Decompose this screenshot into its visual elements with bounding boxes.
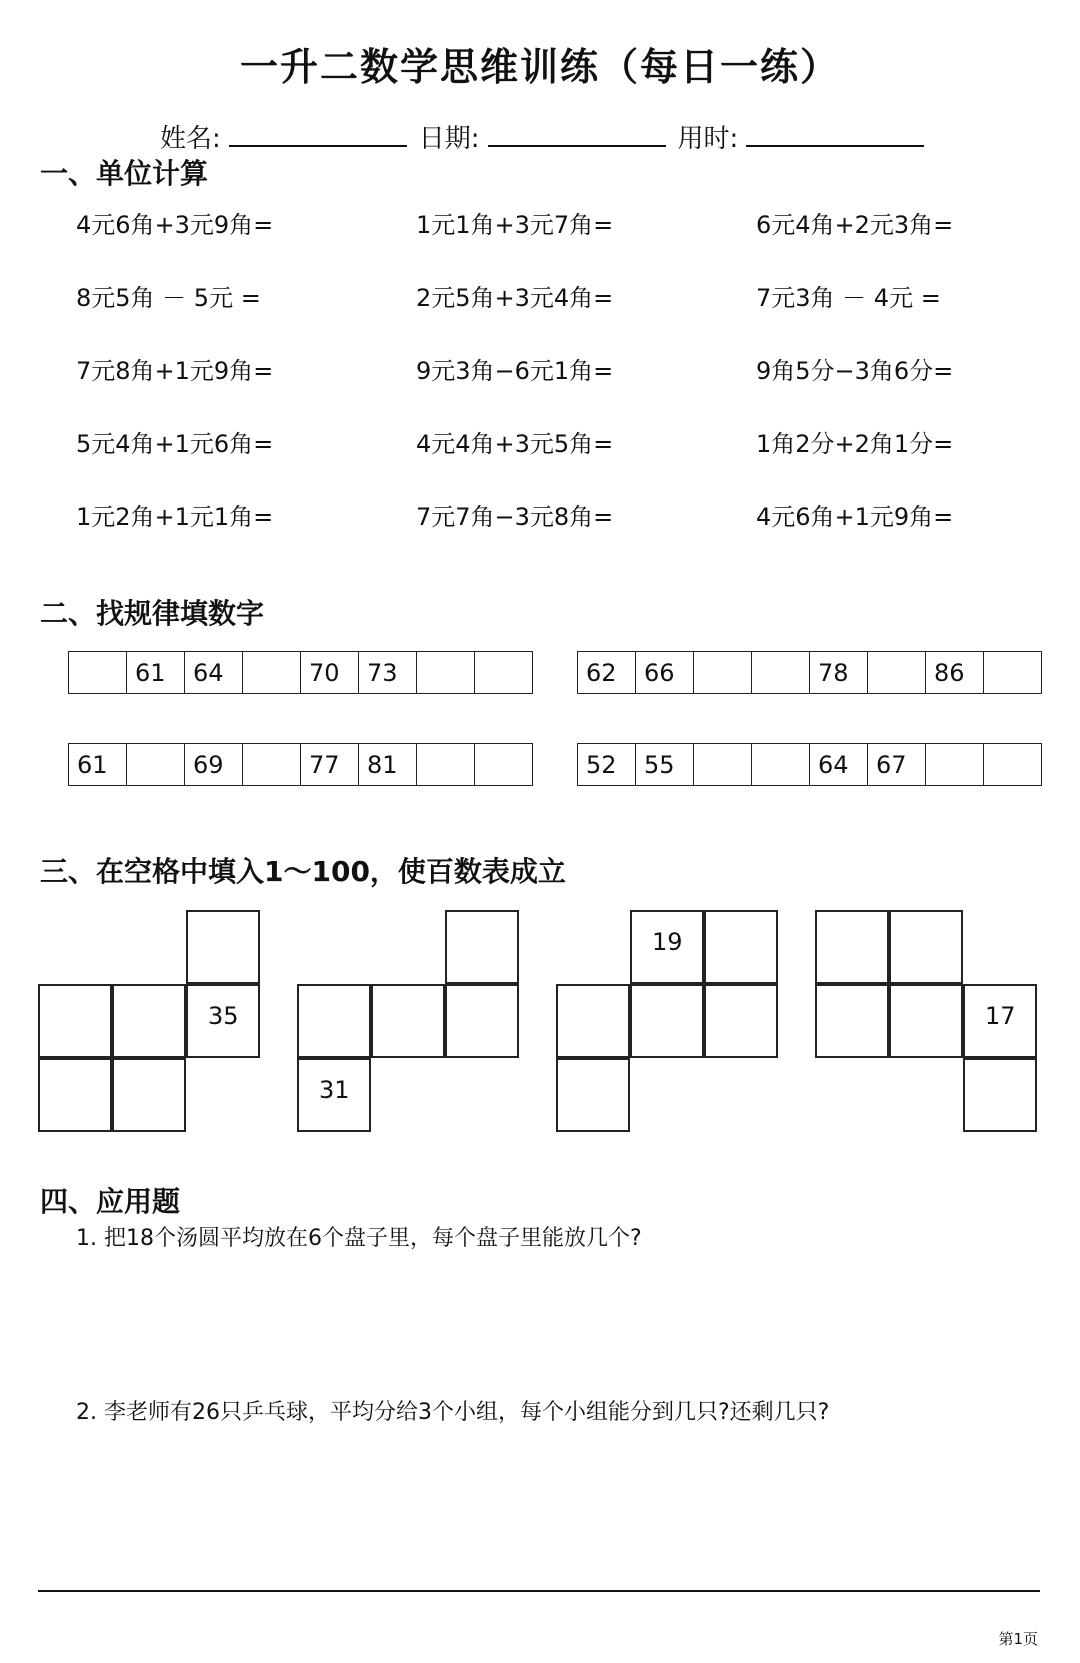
grid-cell[interactable] [186, 910, 260, 984]
sequence-cell[interactable] [984, 652, 1042, 694]
grid-cell[interactable] [704, 910, 778, 984]
sequence-table [577, 743, 1042, 786]
sequence-cell[interactable]: 81 [359, 744, 417, 786]
footer-divider [38, 1590, 1040, 1592]
sequence-cell[interactable]: 64 [810, 744, 868, 786]
word-problem: 1. 把18个汤圆平均放在6个盘子里，每个盘子里能放几个? [76, 1226, 642, 1251]
sequence-table [68, 743, 533, 786]
section-heading-pattern: 二、找规律填数字 [40, 597, 265, 630]
grid-cell[interactable] [371, 984, 445, 1058]
word-problem: 2. 李老师有26只乒乓球，平均分给3个小组，每个小组能分到几只?还剩几只? [76, 1400, 830, 1425]
sequence-cell[interactable] [868, 652, 926, 694]
grid-cell[interactable] [556, 1058, 630, 1132]
sequence-cell[interactable] [752, 652, 810, 694]
sequence-cell[interactable]: 55 [636, 744, 694, 786]
grid-cell[interactable] [38, 984, 112, 1058]
sequence-table [577, 651, 1042, 694]
grid-cell[interactable] [297, 984, 371, 1058]
grid-cell[interactable] [112, 984, 186, 1058]
calc-item: 4元4角+3元5角= [416, 430, 614, 458]
page-title: 一升二数学思维训练（每日一练） [239, 45, 840, 89]
sequence-cell[interactable]: 66 [636, 652, 694, 694]
sequence-cell[interactable]: 61 [69, 744, 127, 786]
grid-cell[interactable] [963, 1058, 1037, 1132]
calc-item: 6元4角+2元3角= [756, 211, 954, 239]
grid-cell[interactable] [889, 910, 963, 984]
sequence-cell[interactable]: 78 [810, 652, 868, 694]
calc-item: 4元6角+1元9角= [756, 503, 954, 531]
calc-item: 4元6角+3元9角= [76, 211, 274, 239]
student-info-row [160, 118, 936, 155]
sequence-cell[interactable] [243, 744, 301, 786]
calc-item: 8元5角 － 5元 = [76, 284, 261, 312]
name-blank[interactable] [229, 123, 407, 147]
name-label: 姓名: [160, 124, 221, 154]
sequence-cell[interactable] [475, 652, 533, 694]
grid-cell[interactable] [815, 910, 889, 984]
sequence-cell[interactable]: 69 [185, 744, 243, 786]
calc-item: 7元3角 － 4元 = [756, 284, 941, 312]
section-heading-hundred-chart: 三、在空格中填入1～100，使百数表成立 [40, 855, 566, 888]
sequence-cell[interactable] [127, 744, 185, 786]
calc-item: 2元5角+3元4角= [416, 284, 614, 312]
sequence-cell[interactable]: 86 [926, 652, 984, 694]
grid-cell[interactable] [112, 1058, 186, 1132]
date-label: 日期: [418, 124, 480, 154]
sequence-cell[interactable] [475, 744, 533, 786]
calc-item: 7元7角−3元8角= [416, 503, 614, 531]
sequence-cell[interactable] [243, 652, 301, 694]
section-heading-unit-calc: 一、单位计算 [40, 157, 209, 190]
date-blank[interactable] [488, 123, 666, 147]
sequence-cell[interactable]: 61 [127, 652, 185, 694]
calc-item: 9元3角−6元1角= [416, 357, 614, 385]
calc-item: 1角2分+2角1分= [756, 430, 954, 458]
calc-item: 5元4角+1元6角= [76, 430, 274, 458]
grid-cell[interactable] [38, 1058, 112, 1132]
grid-cell[interactable] [556, 984, 630, 1058]
page-number: 第1页 [998, 1630, 1038, 1648]
time-label: 用时: [677, 124, 739, 154]
sequence-cell[interactable]: 77 [301, 744, 359, 786]
sequence-cell[interactable]: 67 [868, 744, 926, 786]
grid-cell[interactable] [445, 984, 519, 1058]
sequence-table [68, 651, 533, 694]
sequence-cell[interactable] [984, 744, 1042, 786]
grid-cell[interactable] [815, 984, 889, 1058]
grid-cell[interactable]: 17 [963, 984, 1037, 1058]
grid-cell[interactable] [445, 910, 519, 984]
sequence-cell[interactable] [69, 652, 127, 694]
grid-cell[interactable] [889, 984, 963, 1058]
sequence-cell[interactable]: 52 [578, 744, 636, 786]
section-heading-word-problems: 四、应用题 [40, 1185, 181, 1218]
calc-item: 9角5分−3角6分= [756, 357, 954, 385]
grid-cell[interactable]: 19 [630, 910, 704, 984]
grid-cell[interactable] [704, 984, 778, 1058]
grid-cell[interactable]: 35 [186, 984, 260, 1058]
sequence-cell[interactable] [926, 744, 984, 786]
calc-item: 1元2角+1元1角= [76, 503, 274, 531]
sequence-cell[interactable] [752, 744, 810, 786]
grid-cell[interactable] [630, 984, 704, 1058]
calc-item: 1元1角+3元7角= [416, 211, 614, 239]
sequence-cell[interactable]: 64 [185, 652, 243, 694]
grid-cell[interactable]: 31 [297, 1058, 371, 1132]
time-blank[interactable] [746, 123, 924, 147]
sequence-cell[interactable] [694, 652, 752, 694]
sequence-cell[interactable]: 73 [359, 652, 417, 694]
sequence-cell[interactable] [694, 744, 752, 786]
sequence-cell[interactable] [417, 744, 475, 786]
sequence-cell[interactable]: 62 [578, 652, 636, 694]
sequence-cell[interactable]: 70 [301, 652, 359, 694]
sequence-cell[interactable] [417, 652, 475, 694]
calc-item: 7元8角+1元9角= [76, 357, 274, 385]
